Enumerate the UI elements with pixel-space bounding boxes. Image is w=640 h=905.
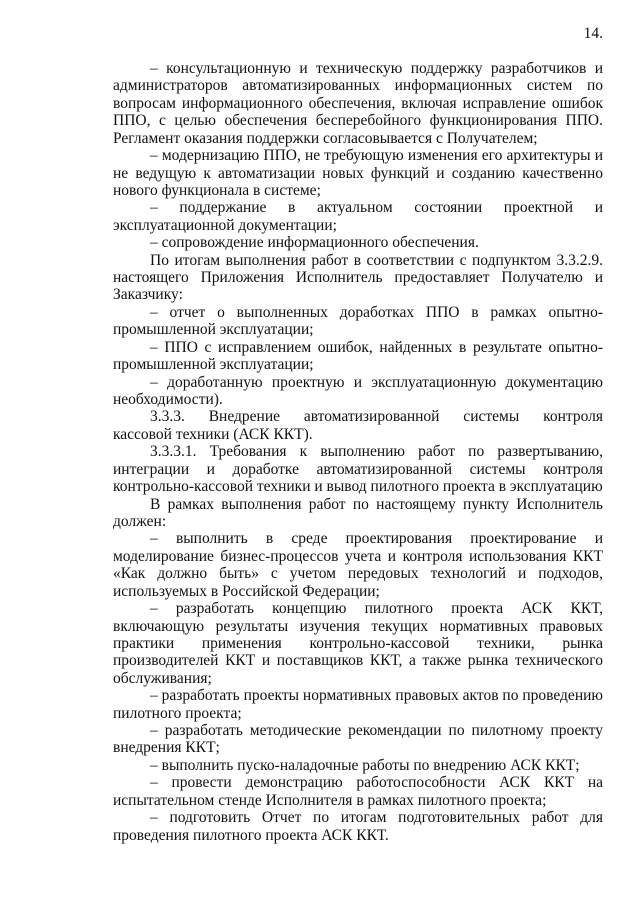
page-number: 14. [583,25,603,42]
paragraph [113,530,603,600]
text-line: моделирование бизнес-процессов учета и контроля использования ККТ [113,547,603,565]
text-line: вопросам информационного обеспечения, включая исправление ошибок [113,94,603,112]
paragraph [113,147,603,199]
text-line: – отчет о выполненных доработках ППО в рамках опытно- [150,303,603,321]
paragraph [113,304,603,339]
text-line: – выполнить в среде проектирования проектирование и [150,530,603,548]
paragraph [113,443,603,495]
text-line: пилотного проекта; [113,704,242,722]
text-line: – модернизацию ППО, не требующую изменения его архитектуры и [150,147,603,165]
text-line: – выполнить пуско-наладочные работы по внедрению АСК ККТ; [150,756,580,774]
paragraph [113,687,603,722]
text-line: – поддержание в актуальном состоянии проектной и [150,199,603,217]
text-line: эксплуатационной документации; [113,216,337,234]
text-line: – консультационную и техническую поддержку разработчиков и [150,60,603,77]
text-line: проведения пилотного проекта АСК ККТ. [113,826,389,844]
text-line: – разработать проекты нормативных правовых актов по проведению [150,687,603,705]
paragraph [113,722,603,757]
paragraph [113,60,603,147]
paragraph [113,600,603,687]
text-line: нового функционала в системе; [113,181,321,199]
text-line: используемых в Российской Федерации; [113,582,380,600]
text-line: – разработать методические рекомендации по пилотному проекту [150,722,603,740]
text-line: – ППО с исправлением ошибок, найденных в результате опытно- [150,338,603,356]
text-line: не ведущую к автоматизации новых функций и созданию качественно [113,164,603,182]
text-line: практики применения контрольно-кассовой техники, рынка [113,634,603,652]
text-line: настоящего Приложения Исполнитель предоставляет Получателю и [113,269,603,287]
text-line: – доработанную проектную и эксплуатационную документацию [150,373,603,391]
paragraph [113,774,603,809]
paragraph [113,408,603,443]
text-line: испытательном стенде Исполнителя в рамках пилотного проекта; [113,791,547,809]
text-line: 3.3.3. Внедрение автоматизированной системы контроля [150,408,603,426]
text-line: контрольно-кассовой техники и вывод пилотного проекта в эксплуатацию [113,478,603,496]
paragraph [113,234,603,251]
paragraph [113,339,603,374]
text-line: – разработать концепцию пилотного проекта АСК ККТ, [150,600,603,618]
text-line: интеграции и доработке автоматизированной системы контроля [113,460,603,478]
text-line: – сопровождение информационного обеспечения. [150,234,479,252]
text-line: ППО, с целью обеспечения бесперебойного функционирования ППО. [113,112,603,130]
text-line: должен: [113,512,167,530]
paragraph [113,496,603,531]
text-line: Заказчику: [113,286,183,304]
paragraph [113,199,603,234]
text-line: внедрения ККТ; [113,739,220,757]
text-line: включающую результаты изучения текущих нормативных правовых [113,617,603,635]
text-line: администраторов автоматизированных информационных систем по [113,77,603,95]
text-line: Регламент оказания поддержки согласовывается с Получателем; [113,129,538,147]
text-line: промышленной эксплуатации; [113,356,314,374]
paragraph [113,252,603,304]
text-line: По итогам выполнения работ в соответствии с подпунктом 3.3.2.9. [150,251,603,269]
text-line: – подготовить Отчет по итогам подготовительных работ для [150,809,603,827]
document-body [113,60,603,844]
text-line: промышленной эксплуатации; [113,321,314,339]
paragraph [113,809,603,844]
text-line: 3.3.3.1. Требования к выполнению работ по развертыванию, [150,443,603,461]
paragraph [113,757,603,774]
text-line: производителей ККТ и поставщиков ККТ, а также рынка технического [113,652,603,670]
text-line: – провести демонстрацию работоспособности АСК ККТ на [150,774,603,792]
text-line: кассовой техники (АСК ККТ). [113,425,313,443]
text-line: «Как должно быть» с учетом передовых технологий и подходов, [113,565,603,583]
text-line: В рамках выполнения работ по настоящему пункту Исполнитель [150,495,603,513]
paragraph [113,374,603,409]
text-line: необходимости). [113,391,223,409]
text-line: обслуживания; [113,669,212,687]
